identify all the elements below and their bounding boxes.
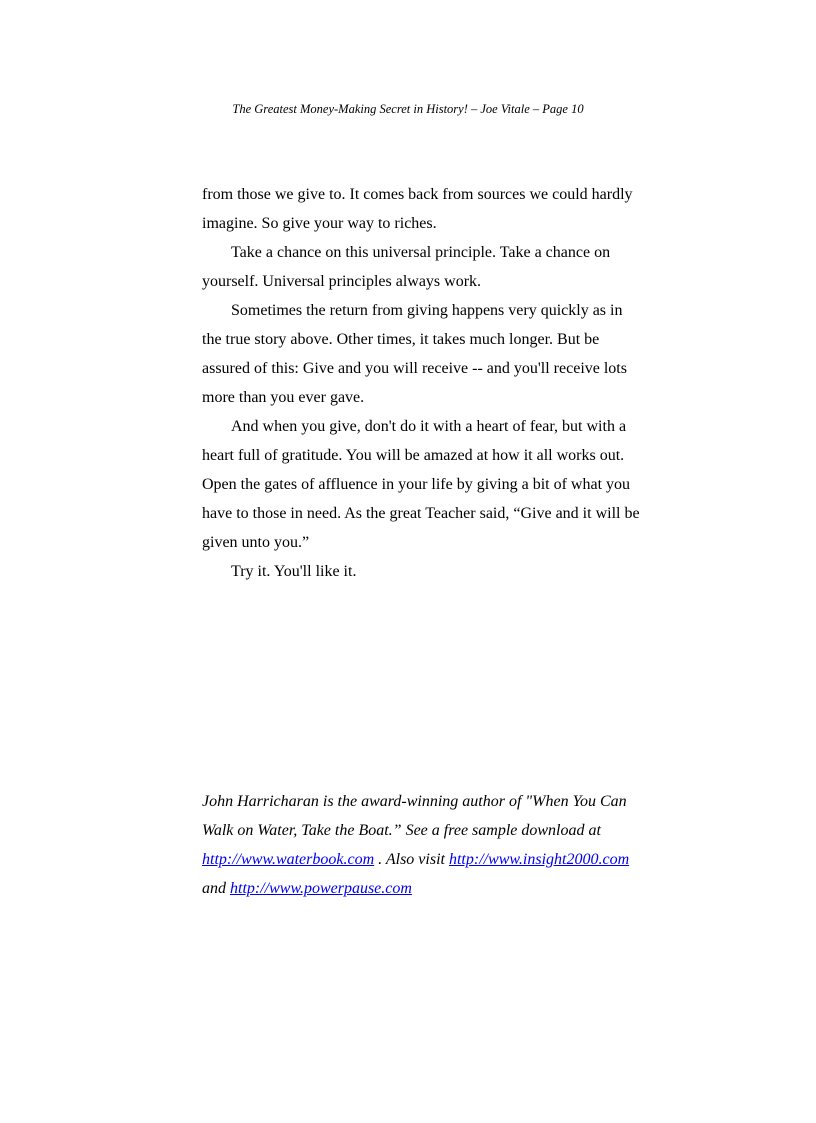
bio-line: John Harricharan is the award-winning author of "When You Can [202,793,627,810]
waterbook-link[interactable]: http://www.waterbook.com [202,851,375,868]
body-line: heart full of gratitude. You will be amazed at how it all works out. [202,447,625,464]
body-line: have to those in need. As the great Teacher said, “Give and it will be [202,505,640,522]
bio-line [202,845,652,874]
body-line: Take a chance on this universal principle. Take a chance on [231,244,611,261]
body-line: more than you ever gave. [202,389,365,406]
body-line: assured of this: Give and you will receive -- and you'll receive lots [202,360,627,377]
insight2000-link[interactable]: http://www.insight2000.com [448,851,630,868]
bio-line: Walk on Water, Take the Boat.” See a free sample download at [202,822,601,839]
body-text [202,180,652,586]
body-line: And when you give, don't do it with a heart of fear, but with a [231,418,627,435]
body-line: Sometimes the return from giving happens very quickly as in [231,302,623,319]
bio-text: and [202,880,230,897]
bio-line [202,874,652,903]
body-line: yourself. Universal principles always work. [202,273,482,290]
author-bio [202,787,652,903]
body-line: given unto you.” [202,534,310,551]
powerpause-link[interactable]: http://www.powerpause.com [230,880,412,897]
body-line: the true story above. Other times, it takes much longer. But be [202,331,600,348]
body-line: from those we give to. It comes back from sources we could hardly [202,186,633,203]
body-line: imagine. So give your way to riches. [202,215,437,232]
body-line: Open the gates of affluence in your life by giving a bit of what you [202,476,631,493]
body-line: Try it. You'll like it. [231,563,357,580]
running-header: The Greatest Money-Making Secret in History! – Joe Vitale – Page 10 [232,102,584,116]
bio-text: . Also visit [374,851,449,868]
